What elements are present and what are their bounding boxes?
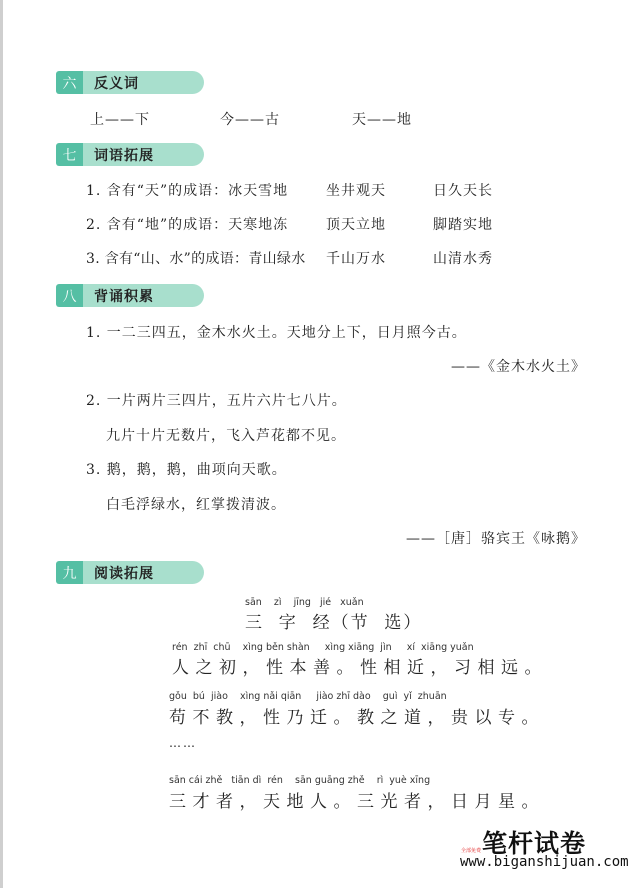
section-number: 八 (56, 284, 83, 307)
watermark-url: www.biganshijuan.com (460, 854, 629, 870)
section-header-antonyms (56, 71, 204, 94)
idiom-row-label: 2. 含有“地”的成语：天寒地冻 (86, 217, 289, 233)
poem-line: 三才者，天地人。三光者，日月星。 (169, 792, 545, 812)
recite-source: ——《金木水火土》 (451, 359, 586, 375)
poem-title-pinyin: sān zì jīng jié xuǎn (245, 597, 364, 608)
poem-line-pinyin: gǒu bú jiào xìng nǎi qiān jiào zhī dào guì yǐ zhuān (169, 691, 447, 702)
idiom: 顶天立地 (326, 217, 386, 233)
idiom: 千山万水 (326, 251, 386, 267)
poem-ellipsis: …… (169, 736, 197, 750)
recite-line: 白毛浮绿水，红掌拨清波。 (106, 497, 286, 513)
idiom-row-label: 3. 含有“山、水”的成语：青山绿水 (86, 251, 306, 267)
section-title: 反义词 (83, 71, 204, 94)
antonym-pair: 上——下 (90, 112, 150, 128)
idiom: 脚踏实地 (433, 217, 493, 233)
section-title: 阅读拓展 (83, 561, 204, 584)
page-edge (0, 0, 3, 888)
poem-title: 三 字 经（节 选） (245, 613, 423, 633)
watermark-title: 笔杆试卷 (482, 829, 587, 858)
idiom: 山清水秀 (433, 251, 493, 267)
idiom: 日久天长 (433, 183, 493, 199)
poem-line-pinyin: sān cái zhě tiān dì rén sān guāng zhě rì yuè xīng (169, 775, 431, 786)
section-title: 词语拓展 (83, 143, 204, 166)
poem-line-pinyin: rén zhī chū xìng běn shàn xìng xiāng jìn xí xiāng yuǎn (172, 642, 474, 653)
idiom-row-label: 1. 含有“天”的成语：冰天雪地 (86, 183, 289, 199)
idiom: 坐井观天 (326, 183, 386, 199)
section-number: 七 (56, 143, 83, 166)
section-header-recite (56, 284, 204, 307)
recite-line: 3. 鹅，鹅，鹅，曲项向天歌。 (86, 462, 287, 478)
poem-line: 苟不教，性乃迁。教之道，贵以专。 (169, 708, 545, 728)
antonym-pair: 天——地 (352, 112, 412, 128)
recite-line: 九片十片无数片，飞入芦花都不见。 (106, 428, 346, 444)
poem-line: 人之初，性本善。性相近，习相远。 (172, 658, 548, 678)
section-number: 九 (56, 561, 83, 584)
watermark-tag: 全部免费 (461, 848, 482, 854)
recite-source: ——［唐］骆宾王《咏鹅》 (406, 531, 586, 547)
recite-line: 1. 一二三四五，金木水火土。天地分上下，日月照今古。 (86, 325, 467, 341)
section-number: 六 (56, 71, 83, 94)
section-title: 背诵积累 (83, 284, 204, 307)
section-header-vocab (56, 143, 204, 166)
antonym-pair: 今——古 (220, 112, 280, 128)
recite-line: 2. 一片两片三四片，五片六片七八片。 (86, 393, 347, 409)
section-header-reading (56, 561, 204, 584)
